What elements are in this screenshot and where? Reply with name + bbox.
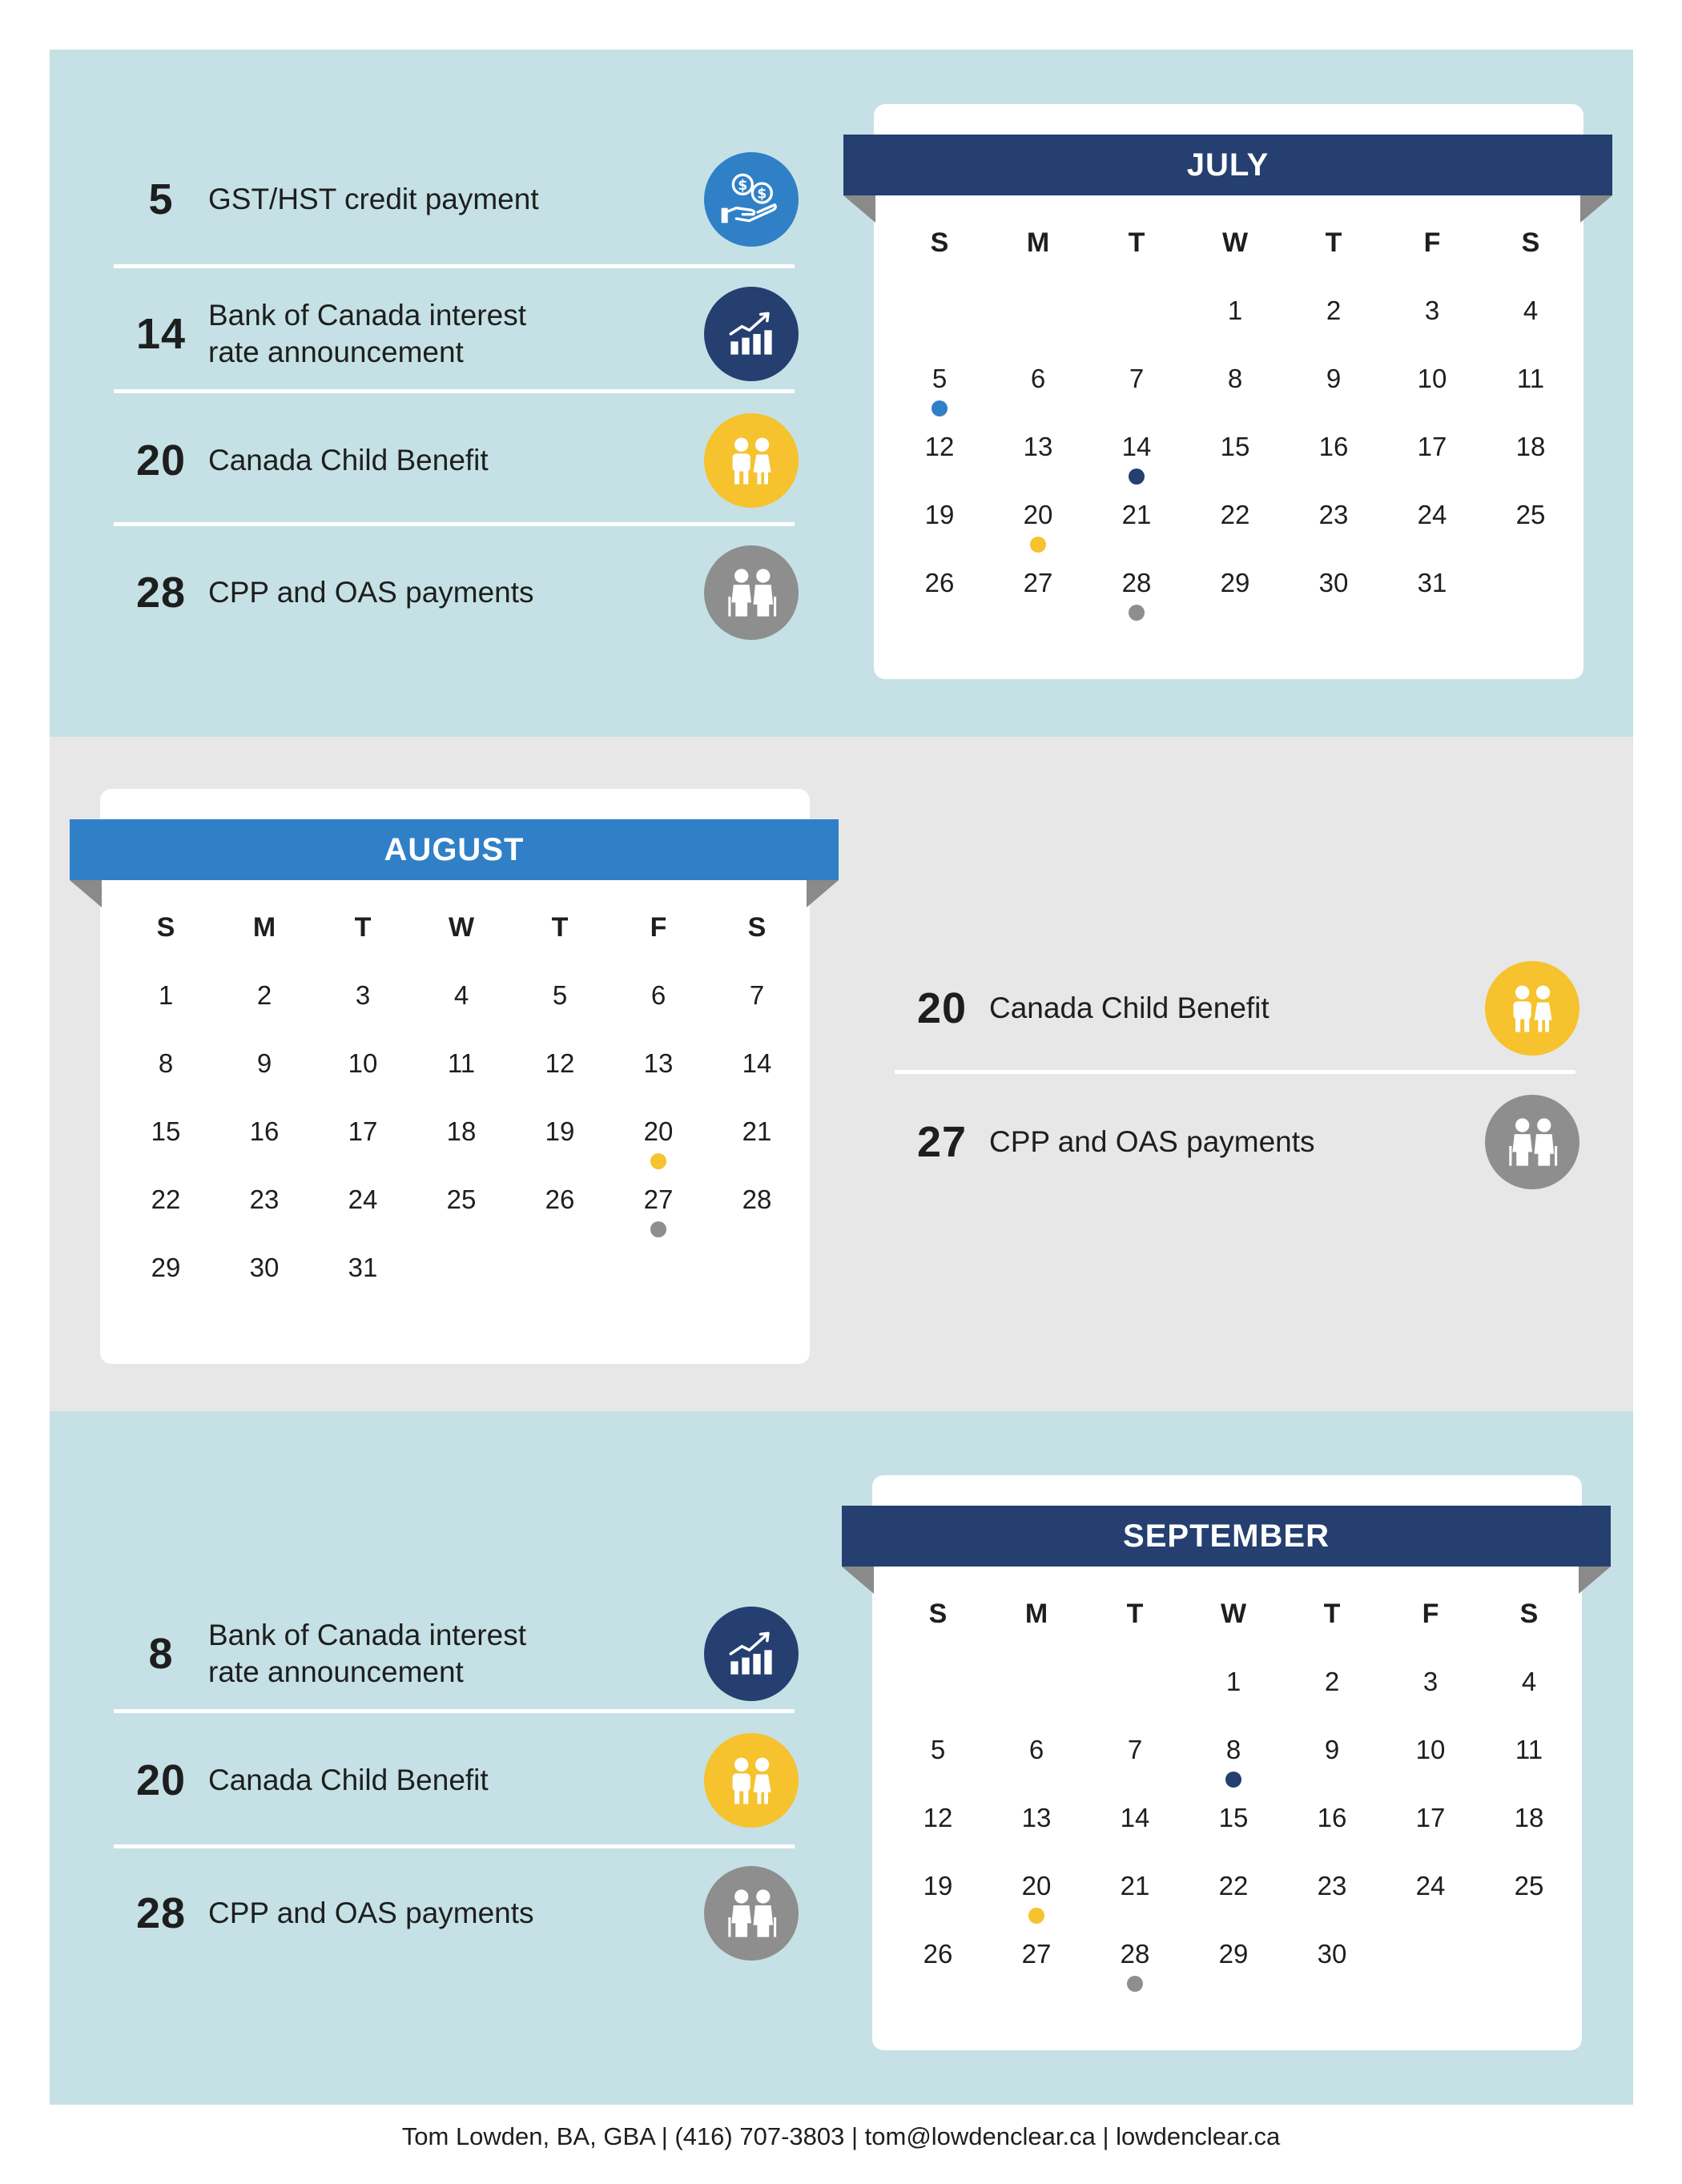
- event-label: CPP and OAS payments: [208, 576, 534, 609]
- weekday-label: T: [1128, 227, 1145, 258]
- calendar-day: 6: [1030, 364, 1046, 393]
- calendar-day: 30: [1318, 568, 1349, 597]
- divider: [114, 522, 795, 526]
- weekday-label: T: [1323, 1599, 1341, 1629]
- event-day: 5: [148, 175, 174, 223]
- calendar-day: 16: [1317, 1803, 1347, 1832]
- calendar-day: 13: [643, 1048, 674, 1078]
- month-title: SEPTEMBER: [842, 1506, 1611, 1567]
- calendar-day: 11: [1516, 364, 1545, 393]
- divider: [114, 389, 795, 393]
- calendar-day: 25: [1515, 500, 1546, 529]
- calendar-day: 26: [545, 1185, 575, 1214]
- event-row: [114, 287, 799, 381]
- calendar-day: 2: [1326, 296, 1342, 325]
- weekday-label: W: [1220, 1599, 1247, 1629]
- calendar-day: 24: [1417, 500, 1447, 529]
- calendar-day: 11: [1515, 1735, 1543, 1764]
- calendar-day: 29: [1218, 1939, 1249, 1969]
- children-icon: [704, 413, 799, 508]
- calendar-day: 28: [742, 1185, 772, 1214]
- calendar-day: 14: [1121, 432, 1152, 461]
- divider: [114, 264, 795, 268]
- calendar-day: 8: [1225, 1735, 1241, 1764]
- calendar-day: 8: [1227, 364, 1243, 393]
- calendar-day: 17: [1417, 432, 1447, 461]
- calendar-day: 1: [1227, 296, 1243, 325]
- weekday-label: S: [1519, 1599, 1539, 1629]
- event-row: [895, 961, 1579, 1056]
- calendar-day: 5: [932, 364, 948, 393]
- calendar-day: 29: [151, 1253, 181, 1282]
- calendar-day: 28: [1121, 568, 1152, 597]
- calendar-day: 31: [1417, 568, 1447, 597]
- calendar-day: 26: [923, 1939, 953, 1969]
- event-marker-dot: [1129, 605, 1145, 621]
- seniors-icon: [704, 545, 799, 640]
- calendar-day: 27: [1023, 568, 1053, 597]
- calendar-day: 7: [1127, 1735, 1143, 1764]
- calendar-day: 16: [249, 1116, 280, 1146]
- hand-coins-icon: [704, 152, 799, 247]
- event-marker-dot: [1127, 1976, 1143, 1992]
- calendar-day: 18: [1514, 1803, 1544, 1832]
- calendar-day: 13: [1021, 1803, 1052, 1832]
- calendar-day: 3: [355, 980, 371, 1010]
- weekday-label: S: [1521, 227, 1540, 258]
- weekday-label: F: [650, 912, 667, 943]
- event-marker-dot: [1030, 537, 1046, 553]
- calendar-day: 3: [1422, 1667, 1439, 1696]
- weekday-label: F: [1423, 227, 1441, 258]
- event-day: 20: [135, 436, 187, 485]
- calendar-day: 16: [1318, 432, 1349, 461]
- calendar-day: 30: [1317, 1939, 1347, 1969]
- calendar-day: 1: [158, 980, 174, 1010]
- calendar-day: 2: [256, 980, 272, 1010]
- calendar-day: 22: [151, 1185, 181, 1214]
- calendar-day: 19: [924, 500, 955, 529]
- divider: [114, 1709, 795, 1713]
- weekday-label: S: [928, 1599, 948, 1629]
- children-icon: [1485, 961, 1579, 1056]
- event-label: Canada Child Benefit: [989, 991, 1270, 1024]
- calendar-day: 5: [552, 980, 568, 1010]
- weekday-label: S: [156, 912, 175, 943]
- weekday-label: W: [1221, 227, 1249, 258]
- month-title: AUGUST: [70, 819, 839, 880]
- ribbon-fold: [70, 880, 102, 907]
- calendar-day: 15: [1218, 1803, 1249, 1832]
- calendar-day: 28: [1120, 1939, 1150, 1969]
- calendar-day: 24: [1415, 1871, 1446, 1900]
- calendar-day: 5: [930, 1735, 946, 1764]
- calendar-day: 26: [924, 568, 955, 597]
- calendar-day: 20: [1023, 500, 1053, 529]
- calendar-day: 22: [1220, 500, 1250, 529]
- divider: [895, 1070, 1575, 1074]
- event-day: 28: [135, 569, 187, 617]
- event-label: Canada Child Benefit: [208, 444, 489, 477]
- calendar-day: 4: [1521, 1667, 1537, 1696]
- calendar-day: 17: [1415, 1803, 1446, 1832]
- calendar-day: 7: [749, 980, 765, 1010]
- weekday-label: S: [747, 912, 767, 943]
- calendar-day: 21: [1120, 1871, 1150, 1900]
- event-marker-dot: [932, 400, 948, 416]
- event-day: 20: [135, 1756, 187, 1804]
- calendar-day: 23: [1317, 1871, 1347, 1900]
- calendar-day: 9: [1326, 364, 1342, 393]
- event-label: Bank of Canada interest rate announcement: [208, 299, 526, 368]
- calendar-day: 25: [1514, 1871, 1544, 1900]
- calendar-day: 6: [1028, 1735, 1044, 1764]
- weekday-label: M: [1024, 1599, 1048, 1629]
- calendar-day: 23: [249, 1185, 280, 1214]
- ribbon-fold: [1580, 195, 1612, 223]
- weekday-label: T: [354, 912, 372, 943]
- calendar-day: 15: [1220, 432, 1250, 461]
- calendar-day: 12: [923, 1803, 953, 1832]
- calendar-day: 3: [1424, 296, 1440, 325]
- event-marker-dot: [650, 1221, 666, 1237]
- event-label: CPP and OAS payments: [989, 1125, 1315, 1158]
- ribbon-fold: [842, 1567, 874, 1594]
- calendar-day: 25: [446, 1185, 477, 1214]
- event-day: 8: [148, 1630, 174, 1678]
- calendar-day: 4: [453, 980, 469, 1010]
- weekday-label: T: [1325, 227, 1342, 258]
- calendar-day: 12: [545, 1048, 575, 1078]
- calendar-day: 12: [924, 432, 955, 461]
- calendar-day: 10: [348, 1048, 378, 1078]
- calendar-day: 8: [158, 1048, 174, 1078]
- event-label: CPP and OAS payments: [208, 1896, 534, 1929]
- weekday-label: M: [252, 912, 276, 943]
- weekday-label: S: [930, 227, 949, 258]
- calendar-day: 14: [742, 1048, 772, 1078]
- event-marker-dot: [650, 1153, 666, 1169]
- calendar-day: 20: [1021, 1871, 1052, 1900]
- event-row: [114, 545, 799, 640]
- weekday-label: T: [1126, 1599, 1144, 1629]
- event-marker-dot: [1028, 1908, 1044, 1924]
- calendar-day: 4: [1523, 296, 1539, 325]
- calendar-day: 27: [643, 1185, 674, 1214]
- seniors-icon: [704, 1866, 799, 1961]
- weekday-label: T: [551, 912, 569, 943]
- event-row: [114, 413, 799, 508]
- event-label: Canada Child Benefit: [208, 1764, 489, 1796]
- event-label: Bank of Canada interest rate announcement: [208, 1619, 526, 1688]
- weekday-label: W: [448, 912, 475, 943]
- event-marker-dot: [1129, 469, 1145, 485]
- event-row: [114, 1607, 799, 1701]
- calendar-day: 15: [151, 1116, 181, 1146]
- calendar-day: 2: [1324, 1667, 1340, 1696]
- growth-chart-icon: [704, 1607, 799, 1701]
- event-row: [895, 1095, 1579, 1189]
- seniors-icon: [1485, 1095, 1579, 1189]
- calendar-day: 27: [1021, 1939, 1052, 1969]
- calendar-day: 17: [348, 1116, 378, 1146]
- calendar-day: 1: [1225, 1667, 1241, 1696]
- weekday-label: F: [1422, 1599, 1439, 1629]
- calendar-day: 9: [1324, 1735, 1340, 1764]
- calendar-day: 19: [923, 1871, 953, 1900]
- month-title: JULY: [843, 135, 1612, 195]
- calendar-day: 18: [446, 1116, 477, 1146]
- calendar-day: 21: [742, 1116, 772, 1146]
- event-row: [114, 152, 799, 247]
- event-day: 20: [916, 984, 968, 1032]
- calendar-day: 10: [1415, 1735, 1446, 1764]
- calendar-day: 6: [650, 980, 666, 1010]
- event-day: 14: [135, 310, 187, 358]
- children-icon: [704, 1733, 799, 1828]
- ribbon-fold: [807, 880, 839, 907]
- calendar-day: 11: [447, 1048, 476, 1078]
- calendar-day: 14: [1120, 1803, 1150, 1832]
- calendar-day: 10: [1417, 364, 1447, 393]
- calendar-day: 9: [256, 1048, 272, 1078]
- calendar-day: 31: [348, 1253, 378, 1282]
- calendar-day: 18: [1515, 432, 1546, 461]
- calendar-day: 30: [249, 1253, 280, 1282]
- weekday-label: M: [1026, 227, 1050, 258]
- event-day: 27: [916, 1118, 968, 1166]
- divider: [114, 1844, 795, 1848]
- calendar-day: 20: [643, 1116, 674, 1146]
- event-label: GST/HST credit payment: [208, 183, 539, 215]
- calendar-day: 24: [348, 1185, 378, 1214]
- event-row: [114, 1866, 799, 1961]
- calendar-day: 22: [1218, 1871, 1249, 1900]
- footer-contact: Tom Lowden, BA, GBA | (416) 707-3803 | tom@lowdenclear.ca | lowdenclear.ca: [401, 2122, 1281, 2150]
- ribbon-fold: [1579, 1567, 1611, 1594]
- calendar-day: 23: [1318, 500, 1349, 529]
- event-marker-dot: [1225, 1772, 1241, 1788]
- calendar-day: 21: [1121, 500, 1152, 529]
- event-row: [114, 1733, 799, 1828]
- calendar-day: 19: [545, 1116, 575, 1146]
- growth-chart-icon: [704, 287, 799, 381]
- event-day: 28: [135, 1889, 187, 1937]
- calendar-day: 7: [1129, 364, 1145, 393]
- calendar-day: 13: [1023, 432, 1053, 461]
- calendar-day: 29: [1220, 568, 1250, 597]
- ribbon-fold: [843, 195, 875, 223]
